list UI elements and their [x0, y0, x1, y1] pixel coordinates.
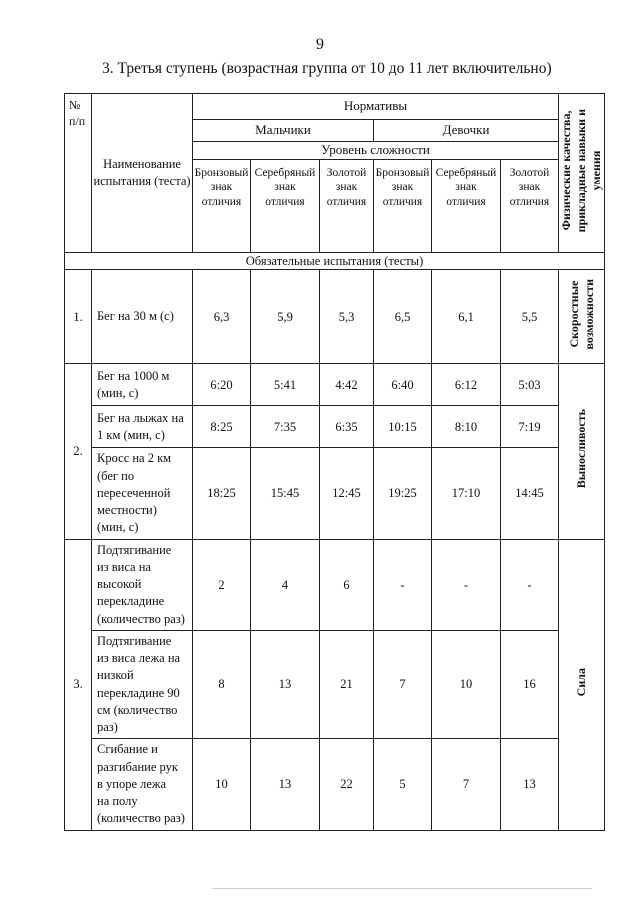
test-name-line: раз)	[97, 720, 118, 734]
norm-value: 12:45	[320, 448, 374, 539]
norm-value: 13	[251, 630, 320, 739]
norm-value: 6:12	[432, 364, 501, 406]
header-qualities-line1: Физические качества,	[559, 110, 573, 231]
norm-value: 8	[193, 630, 251, 739]
test-row	[65, 270, 605, 364]
test-row	[65, 448, 605, 539]
norm-value: 19:25	[374, 448, 432, 539]
physical-quality-text	[574, 409, 589, 488]
test-name-line: перекладине 90	[97, 685, 180, 700]
physical-quality-line: Скоростные	[566, 280, 581, 348]
physical-quality	[559, 539, 605, 830]
norm-value: 10	[193, 739, 251, 830]
norm-value: 6	[320, 539, 374, 630]
header-qualities-line2: прикладные навыки и	[574, 108, 588, 233]
test-name-line: см (количество	[97, 702, 178, 717]
norm-value: 5,9	[251, 270, 320, 364]
norm-value: 2	[193, 539, 251, 630]
test-name-line: (мин, с)	[97, 520, 139, 535]
physical-quality-line: Сила	[574, 668, 588, 697]
header-number-line1: №	[69, 98, 81, 112]
header-test-name	[92, 94, 193, 253]
test-name-line: пересеченной	[97, 485, 171, 500]
test-row	[65, 406, 605, 448]
header-award-line: отличия	[326, 195, 367, 208]
test-name-line: разгибание рук	[97, 759, 178, 774]
test-name-line: 1 км (мин, с)	[97, 427, 165, 442]
test-row	[65, 630, 605, 739]
header-number-line2: п/п	[69, 113, 86, 128]
header-qualities-line3: умения	[589, 150, 603, 191]
norm-value: 6,1	[432, 270, 501, 364]
test-name	[92, 739, 193, 830]
header-norms: Нормативы	[193, 94, 559, 120]
header-award-line: знак	[210, 181, 233, 194]
header-award-line: Бронзовый	[194, 167, 249, 179]
norm-value: 21	[320, 630, 374, 739]
header-award-1	[193, 160, 251, 253]
header-award-line: знак	[518, 181, 541, 194]
page-number: 9	[316, 36, 324, 53]
norm-value: -	[374, 539, 432, 630]
header-qualities	[559, 94, 605, 253]
header-award-line: знак	[455, 181, 477, 194]
test-name	[92, 448, 193, 539]
norm-value: 10:15	[374, 406, 432, 448]
test-name-line: в упоре лежа	[97, 776, 167, 791]
test-name-line: Кросс на 2 км	[97, 451, 172, 466]
test-name	[92, 630, 193, 739]
header-qualities-text	[559, 109, 604, 232]
test-name	[92, 364, 193, 406]
test-name-line: Бег на 1000 м	[97, 368, 170, 383]
norm-value: 18:25	[193, 448, 251, 539]
test-name-line: (количество раз)	[97, 611, 185, 626]
header-test-name-line2: испытания (теста)	[93, 174, 191, 188]
norm-value: 5:03	[501, 364, 559, 406]
header-award-line: отличия	[201, 195, 242, 208]
norm-value: 4	[251, 539, 320, 630]
header-boys: Мальчики	[193, 120, 374, 142]
physical-quality-text	[574, 668, 589, 696]
header-award-line: Золотой	[326, 167, 367, 179]
norm-value: 7	[374, 630, 432, 739]
physical-quality-line: возможности	[581, 279, 596, 350]
header-award-5	[432, 160, 501, 253]
test-row	[65, 739, 605, 830]
test-name-line: Подтягивание	[97, 542, 172, 557]
norm-value: 6,3	[193, 270, 251, 364]
header-award-line: Серебряный	[254, 167, 316, 179]
standards-table	[64, 93, 605, 831]
norm-value: 8:10	[432, 406, 501, 448]
test-name	[92, 539, 193, 630]
norm-value: 4:42	[320, 364, 374, 406]
header-award-line: знак	[391, 181, 414, 194]
norm-value: 5,3	[320, 270, 374, 364]
physical-quality	[559, 364, 605, 539]
page-edge-line	[212, 888, 592, 889]
test-name-line: перекладине	[97, 594, 165, 609]
header-award-3	[320, 160, 374, 253]
test-name-line: Сгибание и	[97, 742, 158, 757]
header-award-6	[501, 160, 559, 253]
norm-value: 7:19	[501, 406, 559, 448]
norm-value: 7	[432, 739, 501, 830]
norm-value: 10	[432, 630, 501, 739]
test-name-line: высокой	[97, 577, 142, 591]
norm-value: 22	[320, 739, 374, 830]
header-test-name-line1: Наименование	[103, 157, 181, 172]
header-award-line: отличия	[382, 195, 423, 208]
physical-quality-text	[567, 279, 597, 350]
norm-value: 17:10	[432, 448, 501, 539]
test-name-line: (мин, с)	[97, 385, 139, 400]
physical-quality-line: Выносливость	[574, 409, 588, 489]
test-name-line: (бег по	[97, 468, 135, 483]
header-award-line: знак	[274, 181, 296, 194]
physical-quality	[559, 270, 605, 364]
row-number: 2.	[65, 364, 92, 539]
test-name-line: местности)	[97, 503, 157, 517]
header-award-line: Серебряный	[435, 167, 497, 179]
test-name-line: Бег на лыжах на	[97, 410, 184, 425]
header-award-line: отличия	[265, 195, 305, 208]
test-name-line: на полу	[97, 794, 138, 808]
header-difficulty-level: Уровень сложности	[193, 142, 559, 160]
norm-value: 13	[501, 739, 559, 830]
norm-value: 15:45	[251, 448, 320, 539]
test-row	[65, 539, 605, 630]
test-name-line: низкой	[97, 668, 134, 683]
norm-value: -	[432, 539, 501, 630]
header-award-line: Золотой	[509, 167, 550, 179]
test-name	[92, 270, 193, 364]
test-name-line: из виса на	[97, 559, 151, 574]
norm-value: -	[501, 539, 559, 630]
header-award-2	[251, 160, 320, 253]
norm-value: 5,5	[501, 270, 559, 364]
norm-value: 6,5	[374, 270, 432, 364]
header-girls: Девочки	[374, 120, 559, 142]
test-row	[65, 364, 605, 406]
section-title-mandatory: Обязательные испытания (тесты)	[65, 253, 605, 270]
test-name-line: (количество раз)	[97, 811, 185, 826]
norm-value: 6:40	[374, 364, 432, 406]
norm-value: 5:41	[251, 364, 320, 406]
norm-value: 6:20	[193, 364, 251, 406]
norm-value: 8:25	[193, 406, 251, 448]
test-name-line: Подтягивание	[97, 633, 172, 648]
header-award-line: отличия	[446, 195, 486, 208]
header-award-line: отличия	[509, 195, 550, 208]
test-name	[92, 406, 193, 448]
test-name-line: Бег на 30 м (с)	[97, 309, 174, 324]
test-name-line: из виса лежа на	[97, 651, 181, 665]
norm-value: 14:45	[501, 448, 559, 539]
norm-value: 7:35	[251, 406, 320, 448]
norm-value: 6:35	[320, 406, 374, 448]
header-award-line: знак	[335, 181, 358, 194]
norm-value: 13	[251, 739, 320, 830]
row-number: 3.	[65, 539, 92, 830]
header-award-line: Бронзовый	[375, 167, 430, 179]
norm-value: 5	[374, 739, 432, 830]
header-award-4	[374, 160, 432, 253]
norm-value: 16	[501, 630, 559, 739]
section-heading: 3. Третья ступень (возрастная группа от 10 до 11 лет включительно)	[102, 60, 552, 77]
header-number	[65, 94, 92, 253]
row-number: 1.	[65, 270, 92, 364]
